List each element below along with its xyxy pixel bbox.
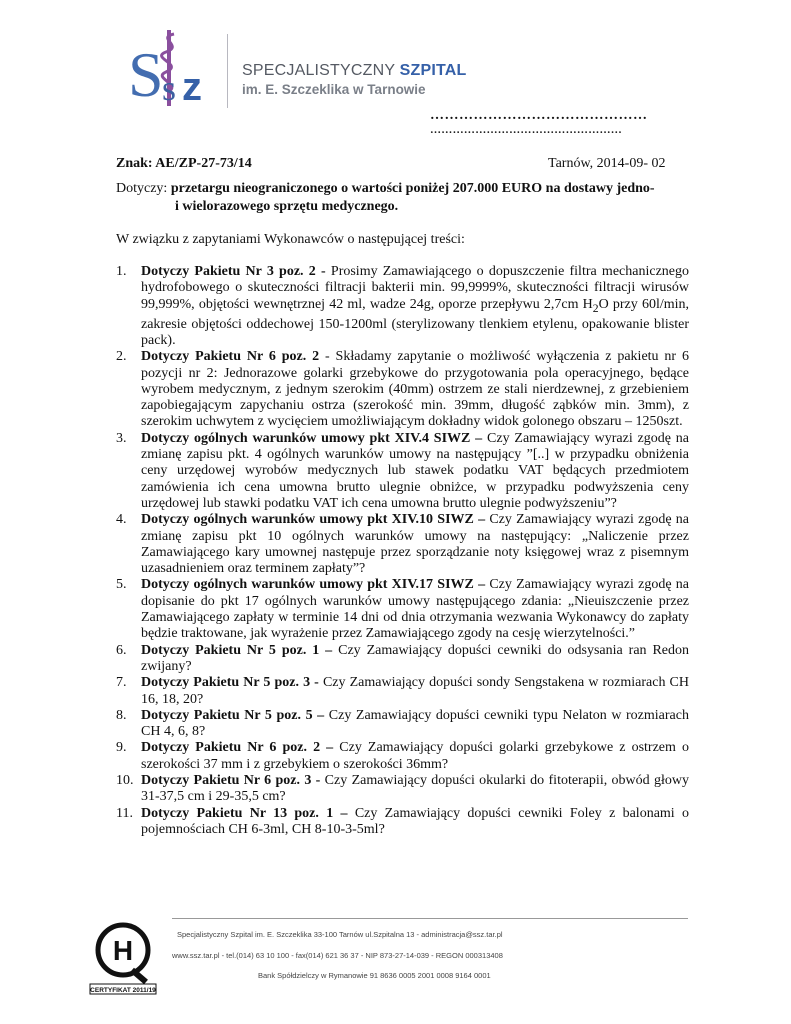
item-text: Czy Zamawiający wyrazi zgodę na dopisanie do pkt 17 ogólnych warunków umowy następującego zdania: „Nieuiszczenie przez Zamawiającego zapłaty w terminie 14 dni od dnia otrzymania wezwania Wykonawcy do zapłaty będzie traktowane, jak wyrażenie przez Zamawiającego zgody na cesję wierzytelności.”	[141, 577, 689, 642]
item-text-after: O przy 60l/min, zakresie objętości oddechowej 150-1200ml (sterylizowany tlenkiem etylenu, opakowanie blister pack).	[141, 296, 689, 348]
item-number: 9.	[116, 740, 127, 756]
intro-paragraph: W związku z zapytaniami Wykonawców o następującej treści:	[116, 232, 465, 247]
hospital-name	[242, 62, 467, 80]
item-number: 6.	[116, 642, 127, 658]
item-lead: Dotyczy Pakietu Nr 5 poz. 5 –	[141, 707, 325, 723]
item-text: Czy Zamawiający dopuści cewniki Foley z balonami o pojemnościach CH 6-3ml, CH 8-10-3-5ml?	[141, 805, 689, 837]
item-lead: Dotyczy Pakietu Nr 3 poz. 2 -	[141, 264, 331, 279]
subject-label: Dotyczy:	[116, 181, 168, 196]
hospital-name-prefix: SPECJALISTYCZNY	[242, 62, 395, 79]
list-item	[116, 675, 689, 708]
list-item	[116, 773, 689, 806]
list-item	[116, 512, 689, 577]
list-item	[116, 577, 689, 642]
list-item	[116, 806, 689, 839]
addressee-line-2: ……………………………………………	[430, 124, 623, 136]
footer-contact: www.ssz.tar.pl - tel.(014) 63 10 100 - fax(014) 621 36 37 - NIP 873-27-14-039 - REGON 000313408	[172, 951, 503, 960]
item-number: 7.	[116, 675, 127, 691]
item-lead: Dotyczy Pakietu Nr 5 poz. 1 –	[141, 642, 333, 658]
place-date: Tarnów, 2014-09- 02	[548, 156, 666, 171]
list-item	[116, 643, 689, 676]
item-text: Czy Zamawiający dopuści cewniki do odsysania ran Redon zwijany?	[141, 642, 689, 674]
item-number: 11.	[116, 805, 133, 821]
item-lead: Dotyczy Pakietu Nr 6 poz. 3 -	[141, 773, 321, 788]
item-number: 3.	[116, 430, 127, 446]
item-text: Czy Zamawiający wyrazi zgodę na zmianę zapisu pkt 10 ogólnych warunków umowy na następujący: „Naliczenie przez Zamawiającego kary umownej następuje przez sporządzanie noty księgowej wraz z pisemnym uzasadnieniem oraz terminem zapłaty”?	[141, 512, 689, 577]
certificate-q-icon	[88, 918, 158, 996]
item-lead: Dotyczy ogólnych warunków umowy pkt XIV.10 SIWZ –	[141, 512, 486, 528]
item-text: Czy Zamawiający dopuści golarki grzebykowe z ostrzem o szerokości 37 mm i z grzebykiem o szerokości 36mm?	[141, 740, 689, 772]
svg-text:S: S	[128, 39, 164, 108]
svg-text:s: s	[162, 68, 177, 108]
item-lead: Dotyczy Pakietu Nr 5 poz. 3 -	[141, 675, 319, 691]
item-lead: Dotyczy Pakietu Nr 6 poz. 2	[141, 349, 320, 365]
item-number: 2.	[116, 349, 127, 365]
footer-address: Specjalistyczny Szpital im. E. Szczeklika 33-100 Tarnów ul.Szpitalna 13 - administracja@ssz.tar.pl	[177, 930, 503, 939]
ssz-logo-graphic	[126, 28, 216, 108]
quality-certificate-badge	[88, 918, 158, 996]
item-text: - Składamy zapytanie o możliwość wyłączenia z pakietu nr 6 pozycji nr 2: Jednorazowe golarki grzebykowe do przygotowania pola operacyjnego, będące wyrobem medycznym, z jednym szerokim (40mm) ostrzem ze stali nierdzewnej, z grzebieniem zapobiegającym zapychaniu ostrza (szerokość min. 39mm, długość ząbków min. 3mm), z szerokim uchwytem z wycięciem umożliwiającym dokładny widok golonego obszaru – 1250szt.	[141, 349, 689, 430]
cert-label: CERTYFIKAT 2011/19	[90, 987, 156, 994]
list-item	[116, 264, 689, 349]
list-item	[116, 740, 689, 773]
logo-divider	[227, 34, 228, 108]
item-subscript: 2	[592, 301, 599, 315]
item-lead: Dotyczy Pakietu Nr 6 poz. 2 –	[141, 740, 334, 756]
footer-divider	[172, 918, 688, 919]
item-number: 5.	[116, 577, 127, 593]
subject	[116, 180, 691, 216]
footer-bank: Bank Spółdzielczy w Rymanowie 91 8636 0005 2001 0008 9164 0001	[258, 971, 491, 980]
subject-text-continued: i wielorazowego sprzętu medycznego.	[175, 199, 399, 214]
item-lead: Dotyczy Pakietu Nr 13 poz. 1 –	[141, 805, 348, 821]
item-text: Czy Zamawiający dopuści sondy Sengstakena w rozmiarach CH 16, 18, 20?	[141, 675, 690, 707]
hospital-subtitle: im. E. Szczeklika w Tarnowie	[242, 82, 426, 97]
svg-text:H: H	[112, 935, 134, 966]
list-item	[116, 349, 689, 430]
addressee-line-1: ………………………………………	[430, 108, 648, 123]
list-item	[116, 431, 689, 512]
item-text: Czy Zamawiający dopuści okularki do fitoterapii, obwód głowy 31-37,5 cm i 29-35,5 cm?	[141, 773, 689, 805]
item-lead: Dotyczy ogólnych warunków umowy pkt XIV.17 SIWZ –	[141, 577, 486, 593]
item-number: 4.	[116, 512, 127, 528]
item-number: 8.	[116, 707, 127, 723]
document-reference: Znak: AE/ZP-27-73/14	[116, 156, 252, 171]
item-number: 1.	[116, 264, 127, 279]
item-text: Czy Zamawiający dopuści cewniki typu Nelaton w rozmiarach CH 4, 6, 8?	[141, 707, 689, 740]
list-item	[116, 708, 689, 741]
svg-text:z: z	[182, 65, 202, 108]
questions-list	[116, 264, 689, 838]
item-lead: Dotyczy ogólnych warunków umowy pkt XIV.4 SIWZ –	[141, 430, 483, 446]
hospital-name-accent: SZPITAL	[399, 62, 467, 79]
hospital-logo	[126, 28, 216, 108]
item-text: Czy Zamawiający wyrazi zgodę na zmianę zapisu pkt. 4 ogólnych warunków umowy na następujący ”[..] w przypadku obniżenia ceny urzędowej wyrobów medycznych lub stawek podatku VAT będących przedmiotem zamówienia ich cena umowna brutto ulegnie obniżce, w przypadku podwyższenia ceny urzędowej lub stawki podatku VAT ich cena umowna brutto ulegnie podwyższeniu”?	[141, 430, 689, 511]
subject-text: przetargu nieograniczonego o wartości poniżej 207.000 EURO na dostawy jedno-	[170, 181, 655, 196]
item-number: 10.	[116, 773, 134, 788]
item-text: Prosimy Zamawiającego o dopuszczenie filtra mechanicznego hydrofobowego o skuteczności filtracji bakterii min. 99,9999%, skuteczności filtracji wirusów 99,999%, objętości wewnętrznej 42 ml, wadze 24g, oporze przepływu 2,7cm H	[141, 264, 689, 312]
